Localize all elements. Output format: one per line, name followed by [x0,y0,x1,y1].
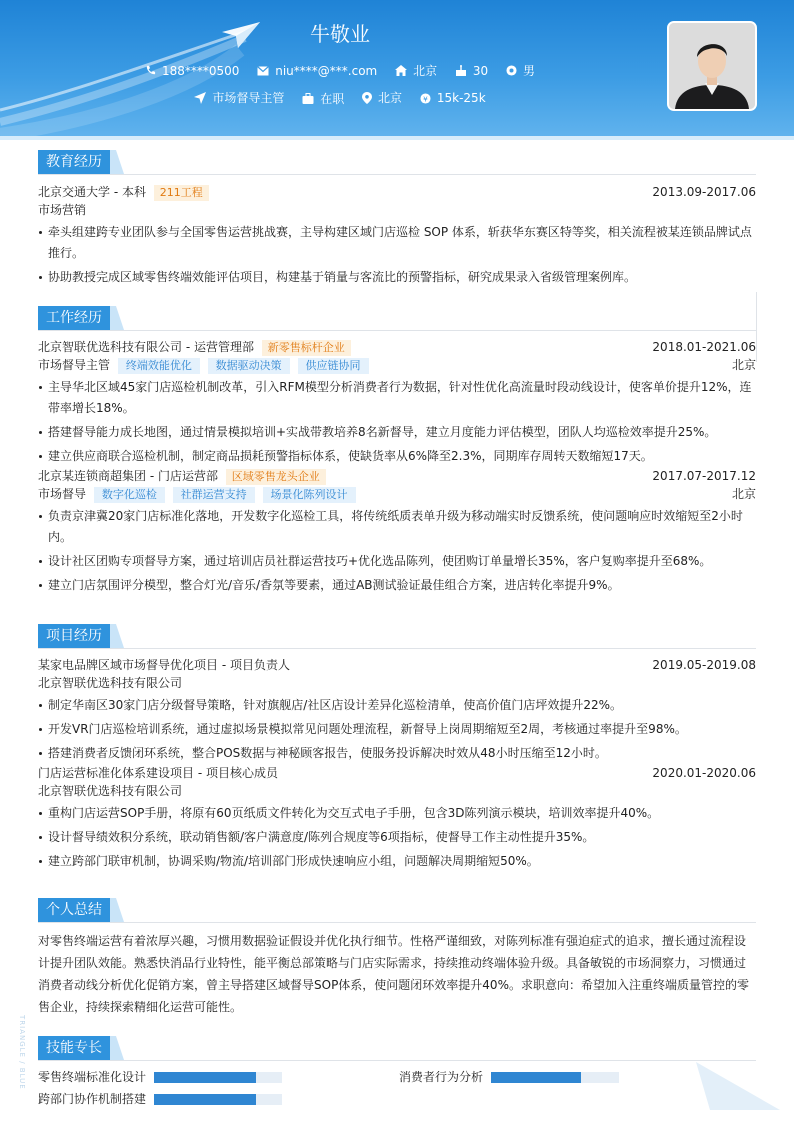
project-name: 门店运营标准化体系建设项目 - 项目核心成员 [38,766,278,780]
summary-text: 对零售终端运营有着浓厚兴趣，习惯用数据验证假设并优化执行细节。性格严谨细致，对陈列标准有强迫症式的追求，擅长通过流程设计提升团队效能。熟悉快消品行业特性，能平衡总部策略与门店实际需求，持续推动终端体验升级。具备敏锐的市场洞察力，习惯通过消费者动线分析优化促销方案，曾主导搭建区域督导SOP体系，使问题闭环效率提升40%。求职意向：希望加入注重终端质量管控的零售企业，持续探索精细化运营可能性。 [38,934,749,1014]
company-tag: 新零售标杆企业 [262,340,351,356]
age-text: 30 [472,63,489,78]
email-item [257,64,377,78]
role-row [38,356,756,374]
skill-tag: 社群运营支持 [173,487,255,503]
title-triangle-decoration [110,624,124,648]
skill-tag: 场景化陈列设计 [263,487,356,503]
job-intent-text: 市场督导主管 [212,91,285,105]
list-item: 主导华北区域45家门店巡检机制改革，引入RFM模型分析消费者行为数据，针对性优化高流量时段动线设计，使客单价提升12%，连带率增长18%。 [38,377,756,419]
svg-text:¥: ¥ [423,93,428,103]
projects-header [38,624,756,649]
phone-item [145,64,239,78]
title-triangle-decoration [110,306,124,330]
company-tag: 区域零售龙头企业 [226,469,326,485]
avatar [667,21,757,111]
company-name: 北京某连锁商超集团 - 门店运营部 [38,469,218,483]
education-section [38,150,756,288]
watermark-text: TRIANGLE / BLUE [18,1015,26,1090]
city-text: 北京 [413,64,438,78]
role-row [38,485,756,503]
target-city-item [362,89,402,106]
role-name: 市场督导 [38,487,87,501]
role-name: 市场督导主管 [38,358,111,372]
skill-bar [154,1094,282,1105]
status-text: 在职 [320,91,345,106]
education-row [38,183,756,201]
location-pin-icon [362,92,372,104]
job-city: 北京 [731,358,756,372]
skill-tag: 数据驱动决策 [208,358,290,374]
skill-name: 消费者行为分析 [399,1070,484,1084]
work-section [38,306,756,596]
skill-bar [154,1072,282,1083]
project-row [38,656,756,674]
phone-icon [145,65,156,76]
send-icon [194,92,206,104]
section-title: 项目经历 [38,624,110,648]
email-text: niu****@***.com [275,64,378,78]
list-item: 建立供应商联合巡检机制，制定商品损耗预警指标体系，使缺货率从6%降至2.3%，同期库存周转天数缩短17天。 [38,446,756,467]
person-photo-icon [669,23,755,109]
salary-item [420,91,486,105]
skill-name: 零售终端标准化设计 [38,1070,147,1084]
list-item: 开发VR门店巡检培训系统，通过虚拟场景模拟常见问题处理流程，新督导上岗周期缩短至2周，考核通过率提升至98%。 [38,719,756,740]
project-org: 北京智联优选科技有限公司 [38,784,183,798]
project-period: 2019.05-2019.08 [652,658,756,672]
section-title: 技能专长 [38,1036,110,1060]
project-name: 某家电品牌区域市场督导优化项目 - 项目负责人 [38,658,290,672]
list-item: 重构门店运营SOP手册，将原有60页纸质文件转化为交互式电子手册，包含3D陈列演示模块，培训效率提升40%。 [38,803,756,824]
summary-header [38,898,756,923]
briefcase-icon [302,93,314,104]
school-name: 北京交通大学 - 本科 [38,185,146,199]
skill-bar [491,1072,619,1083]
list-item: 建立门店氛围评分模型，整合灯光/音乐/香氛等要素，通过AB测试验证最佳组合方案，进店转化率提升9%。 [38,575,756,596]
company-name: 北京智联优选科技有限公司 - 运营管理部 [38,340,254,354]
salary-text: 15k-25k [436,91,486,105]
skill-item [38,1068,146,1086]
list-item: 搭建消费者反馈闭环系统，整合POS数据与神秘顾客报告，使服务投诉解决时效从48小时压缩至12小时。 [38,743,756,764]
skill-name: 跨部门协作机制搭建 [38,1092,147,1106]
status-item [302,90,344,107]
projects-section [38,624,756,872]
section-title: 个人总结 [38,898,110,922]
intent-row [0,89,680,107]
list-item: 搭建督导能力成长地图，通过情景模拟培训+实战带教培养8名新督导，建立月度能力评估模型，团队人均巡检效率提升25%。 [38,422,756,443]
job-period: 2018.01-2021.06 [652,340,756,354]
school-tag: 211工程 [154,185,209,201]
money-icon [420,93,431,104]
education-period: 2013.09-2017.06 [652,185,756,199]
skill-tag: 数字化巡检 [94,487,165,503]
skill-item [399,1068,483,1086]
skills-section [38,1036,756,1116]
project-period: 2020.01-2020.06 [652,766,756,780]
cake-icon [455,65,467,76]
gender-item [506,62,535,79]
job-row [38,467,756,485]
phone-text: 188****0500 [161,63,240,78]
divider [756,292,757,362]
skill-bar-fill [491,1072,581,1083]
title-triangle-decoration [110,150,124,174]
job-intent-item [194,89,284,106]
project-org: 北京智联优选科技有限公司 [38,676,183,690]
contact-row [0,62,680,79]
home-icon [395,65,407,76]
mail-icon [257,66,269,76]
skill-tag: 终端效能优化 [118,358,200,374]
job-period: 2017.07-2017.12 [652,469,756,483]
title-triangle-decoration [110,898,124,922]
list-item: 牵头组建跨专业团队参与全国零售运营挑战赛，主导构建区域门店巡检 SOP 体系，斩获华东赛区特等奖，相关流程被某连锁品牌试点推行。 [38,222,756,264]
gender-icon [506,65,517,76]
list-item: 协助教授完成区域零售终端效能评估项目，构建基于销量与客流比的预警指标，研究成果录入省级管理案例库。 [38,267,756,288]
title-triangle-decoration [110,1036,124,1060]
project-row [38,764,756,782]
work-header [38,306,756,331]
resume-header [0,0,794,140]
list-item: 设计社区团购专项督导方案，通过培训店员社群运营技巧+优化选品陈列，使团购订单量增长35%，客户复购率提升至68%。 [38,551,756,572]
age-item [455,64,488,78]
skill-tag: 供应链协同 [298,358,369,374]
target-city-text: 北京 [378,91,403,105]
list-item: 负责京津冀20家门店标准化落地，开发数字化巡检工具，将传统纸质表单升级为移动端实时反馈系统，使问题响应时效缩短至2小时内。 [38,506,756,548]
list-item: 制定华南区30家门店分级督导策略，针对旗舰店/社区店设计差异化巡检清单，使高价值门店坪效提升22%。 [38,695,756,716]
corner-triangle-decoration [696,1062,786,1112]
summary-section [38,898,756,1018]
list-item: 设计督导绩效积分系统，联动销售额/客户满意度/陈列合规度等6项指标，使督导工作主动性提升35%。 [38,827,756,848]
skill-bar-fill [154,1094,256,1105]
skill-bar-fill [154,1072,256,1083]
city-item [395,62,437,79]
job-city: 北京 [731,487,756,501]
gender-text: 男 [523,64,536,78]
major-text: 市场营销 [38,203,87,217]
education-header [38,150,756,175]
section-title: 教育经历 [38,150,110,174]
section-title: 工作经历 [38,306,110,330]
job-row [38,338,756,356]
list-item: 建立跨部门联审机制，协调采购/物流/培训部门形成快速响应小组，问题解决周期缩短50%。 [38,851,756,872]
skill-item [38,1090,146,1108]
candidate-name: 牛敬业 [310,22,370,46]
skills-header [38,1036,756,1061]
